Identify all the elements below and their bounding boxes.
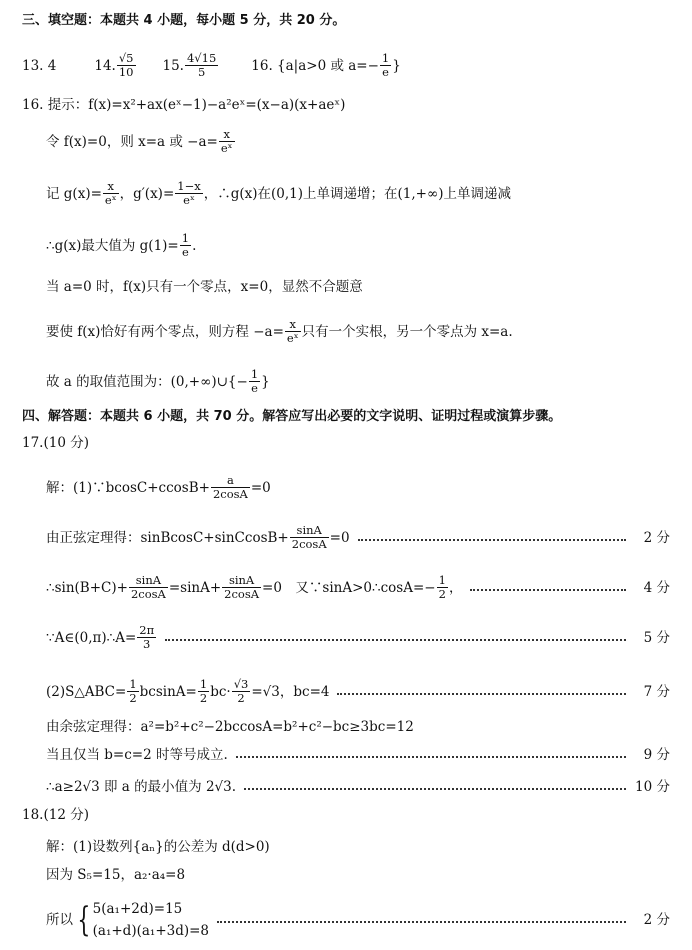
score-label: 2 分 — [643, 529, 670, 546]
answer-13: 13. 4 — [22, 57, 57, 74]
equation-system: 5(a₁+2d)=15 (a₁+d)(a₁+3d)=8 — [92, 901, 210, 939]
q18-line3: 所以 { 5(a₁+2d)=15 (a₁+d)(a₁+3d)=8 2 分 — [46, 900, 670, 940]
answer-16-label: 16. {a|a>0 或 a=− — [251, 57, 379, 74]
hint16-line5: 当 a=0 时，f(x)只有一个零点，x=0，显然不合题意 — [46, 279, 363, 295]
q17-line1: 解：(1)∵bcosC+ccosB+ $\frac{a}{2\cos A}$ =0 — [46, 473, 271, 501]
hint16-line6: 要使 f(x)恰好有两个零点，则方程 −a= $\frac{x}{\text{eˣ}}$ 只有一个实根，另一个零点为 x=a. — [46, 317, 513, 345]
answer-15-fraction: $\frac{4√15}{5}$ — [186, 51, 217, 79]
score-label: 9 分 — [643, 747, 670, 763]
score-label: 10 分 — [635, 779, 670, 795]
answer-15-label: 15. — [162, 57, 184, 74]
q18-title: 18.(12 分) — [22, 807, 89, 823]
q17-line2: 由正弦定理得：sinBcosC+sinCcosB+ $\frac{\sin A}{2\cos A}$ =0 2 分 — [46, 523, 670, 551]
score-label: 4 分 — [643, 579, 670, 596]
fill-in-answers: 13. 4 14. $\frac{√5}{10}$ 15. $\frac{4√15}{5}$ 16. {a|a>0 或 a=− $\frac{1}{e}$ } — [22, 51, 401, 79]
q18-line1: 解：(1)设数列{aₙ}的公差为 d(d>0) — [46, 839, 270, 855]
score-label: 2 分 — [643, 912, 670, 928]
answer-16-fraction: $\frac{1}{e}$ — [381, 51, 390, 79]
q17-line4: ∵A∈(0,π)∴A= $\frac{2\pi}{3}$ 5 分 — [46, 623, 670, 651]
hint16-line2: 令 f(x)=0，则 x=a 或 −a= $\frac{x}{\text{eˣ}}$ — [46, 127, 233, 155]
q17-title: 17.(10 分) — [22, 435, 89, 451]
q17-line7: 当且仅当 b=c=2 时等号成立. 9 分 — [46, 747, 670, 763]
hint16-line4: ∴g(x)最大值为 g(1)= $\frac{1}{e}$ . — [46, 231, 197, 259]
score-label: 5 分 — [643, 629, 670, 646]
q17-line6: 由余弦定理得：a²=b²+c²−2bccosA=b²+c²−bc≥3bc=12 — [46, 719, 414, 735]
q17-line3: ∴sin(B+C)+ $\frac{\sin A}{2\cos A}$ =sinA+ $\frac{\sin A}{2\cos A}$ =0 又∵sinA>0∴cosA=− $\frac{1}{2}$ ， 4 分 — [46, 573, 670, 601]
score-label: 7 分 — [643, 683, 670, 700]
section3-heading: 三、填空题：本题共 4 小题，每小题 5 分，共 20 分。 — [22, 13, 346, 28]
answer-14-fraction: $\frac{√5}{10}$ — [118, 51, 134, 79]
hint16-line7: 故 a 的取值范围为：(0,+∞)∪{− $\frac{1}{e}$ } — [46, 367, 270, 395]
hint16-line3: 记 g(x)= $\frac{x}{\text{eˣ}}$ ，g′(x)= $\frac{1-x}{\text{eˣ}}$ ，∴g(x)在(0,1)上单调递增；在(1,+∞)上单调递减 — [46, 179, 511, 207]
section4-heading: 四、解答题：本题共 6 小题，共 70 分。解答应写出必要的文字说明、证明过程或演算步骤。 — [22, 409, 562, 424]
answer-14-label: 14. — [94, 57, 116, 74]
q17-line8: ∴a≥2√3 即 a 的最小值为 2√3. 10 分 — [46, 779, 670, 795]
q18-line2: 因为 S₅=15，a₂·a₄=8 — [46, 867, 186, 883]
hint16-line1: 16. 提示：f(x)=x²+ax(eˣ−1)−a²eˣ=(x−a)(x+aeˣ) — [22, 97, 346, 113]
q17-line5: (2)S△ABC= $\frac{1}{2}$ bcsinA= $\frac{1}{2}$ bc· $\frac{√3}{2}$ =√3，bc=4 7 分 — [46, 677, 670, 705]
